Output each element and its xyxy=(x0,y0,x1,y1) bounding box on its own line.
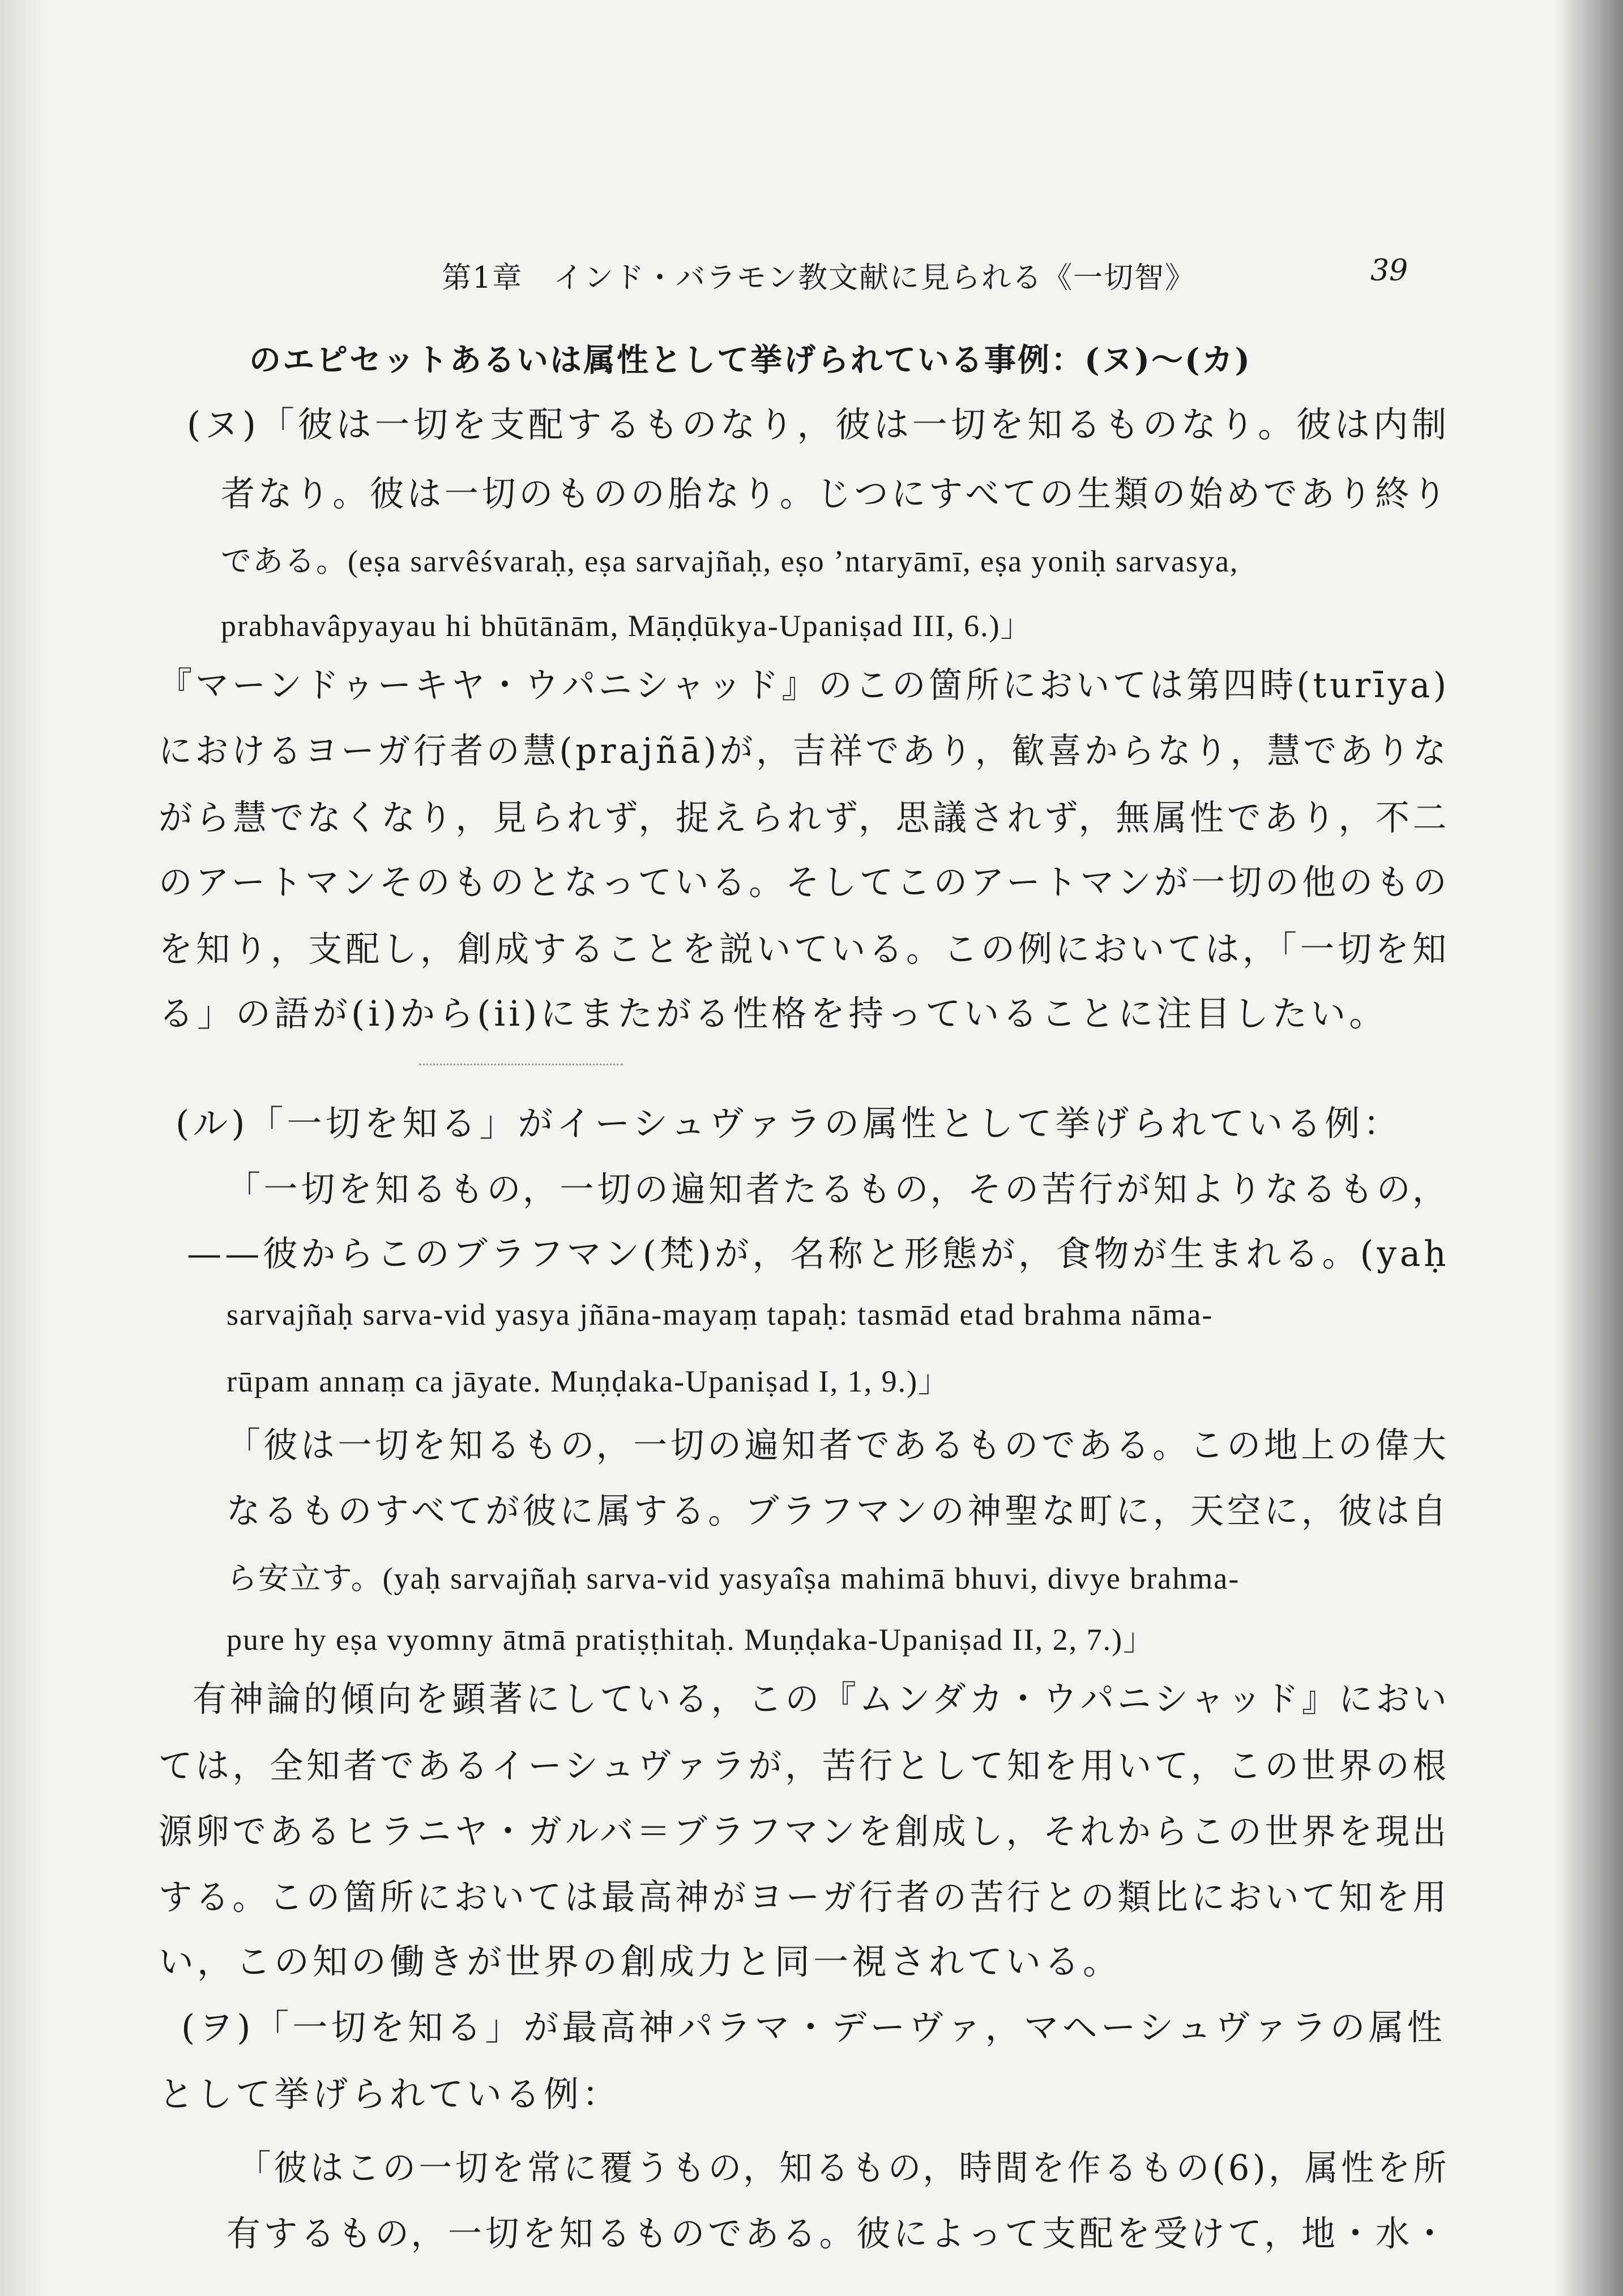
item-ru-quote2-line-3: ら安立す。(yaḥ sarvajñaḥ sarva-vid yasyaîṣa mahimā bhuvi, divye brahma- xyxy=(227,1561,1240,1595)
page-number: 39 xyxy=(1370,254,1408,288)
body-line-3: がら慧でなくなり，見られず，捉えられず，思議されず，無属性であり，不二 xyxy=(159,797,1450,838)
item-wo-quote-line-1: 「彼はこの一切を常に覆うもの，知るもの，時間を作るもの(6)，属性を所 xyxy=(238,2147,1450,2188)
section-intro-line: のエピセットあるいは属性として挙げられている事例：(ヌ)〜(カ) xyxy=(249,342,1252,379)
item-ru-quote2-line-2: なるものすべてが彼に属する。ブラフマンの神聖な町に，天空に，彼は自 xyxy=(227,1490,1450,1531)
body-line-2: におけるヨーガ行者の慧(prajñā)が，吉祥であり，歓喜からなり，慧でありな xyxy=(159,730,1450,771)
body-line-4: のアートマンそのものとなっている。そしてこのアートマンが一切の他のもの xyxy=(159,861,1450,903)
commentary-line-5: い，この知の働きが世界の創成力と同一視されている。 xyxy=(159,1941,1122,1982)
item-ru-line-3: sarvajñaḥ sarva-vid yasya jñāna-mayaṃ tapaḥ: tasmād etad brahma nāma- xyxy=(227,1298,1214,1331)
item-wo-heading-cont: として挙げられている例： xyxy=(159,2073,621,2115)
item-wo-quote-line-2: 有するもの，一切を知るものである。彼によって支配を受けて，地・水・ xyxy=(227,2213,1450,2254)
body-line-5: を知り，支配し，創成することを説いている。この例においては，「一切を知 xyxy=(159,928,1450,970)
item-ru-line-2: ——彼からこのブラフマン(梵)が，名称と形態が，食物が生まれる。(yaḥ xyxy=(187,1233,1450,1274)
commentary-line-2: ては，全知者であるイーシュヴァラが，苦行として知を用いて，この世界の根 xyxy=(159,1745,1450,1786)
commentary-line-3: 源卵であるヒラニヤ・ガルバ＝ブラフマンを創成し，それからこの世界を現出 xyxy=(159,1811,1450,1852)
commentary-line-4: する。この箇所においては最高神がヨーガ行者の苦行との類比において知を用 xyxy=(159,1876,1450,1918)
commentary-line-1: 有神論的傾向を顕著にしている，この『ムンダカ・ウパニシャッド』におい xyxy=(193,1678,1450,1719)
scan-shadow-right xyxy=(1555,0,1623,2296)
item-ru-heading: (ル)「一切を知る」がイーシュヴァラの属性として挙げられている例： xyxy=(176,1103,1402,1144)
item-ru-quote2-line-4: pure hy eṣa vyomny ātmā pratiṣṭhitaḥ. Muṇḍaka-Upaniṣad II, 2, 7.)」 xyxy=(227,1623,1155,1657)
body-line-1: 『マーンドゥーキヤ・ウパニシャッド』のこの箇所においては第四時(turīya) xyxy=(159,664,1450,706)
scan-shadow-left xyxy=(0,0,45,2296)
item-ru-quote2-line-1: 「彼は一切を知るもの，一切の遍知者であるものである。この地上の偉大 xyxy=(227,1424,1450,1466)
running-header: 第1章 インド・バラモン教文献に見られる《一切智》 xyxy=(442,261,1196,295)
body-line-6: る」の語が(i)から(ii)にまたがる性格を持っていることに注目したい。 xyxy=(159,993,1388,1034)
item-wo-heading: (ヲ)「一切を知る」が最高神パラマ・デーヴァ，マヘーシュヴァラの属性 xyxy=(181,2007,1446,2048)
item-nu-line-1: (ヌ)「彼は一切を支配するものなり，彼は一切を知るものなり。彼は内制 xyxy=(187,404,1450,445)
item-nu-line-4: prabhavâpyayau hi bhūtānām, Māṇḍūkya-Upaniṣad III, 6.)」 xyxy=(221,609,1032,643)
section-divider xyxy=(419,1064,623,1065)
item-nu-line-3: である。(eṣa sarvêśvaraḥ, eṣa sarvajñaḥ, eṣo ’ntaryāmī, eṣa yoniḥ sarvasya, xyxy=(221,544,1239,578)
item-nu-line-2: 者なり。彼は一切のものの胎なり。じつにすべての生類の始めであり終り xyxy=(221,473,1450,514)
item-ru-line-4: rūpam annaṃ ca jāyate. Muṇḍaka-Upaniṣad I, 1, 9.)」 xyxy=(227,1364,950,1398)
item-ru-line-1: 「一切を知るもの，一切の遍知者たるもの，その苦行が知よりなるもの， xyxy=(227,1168,1450,1210)
